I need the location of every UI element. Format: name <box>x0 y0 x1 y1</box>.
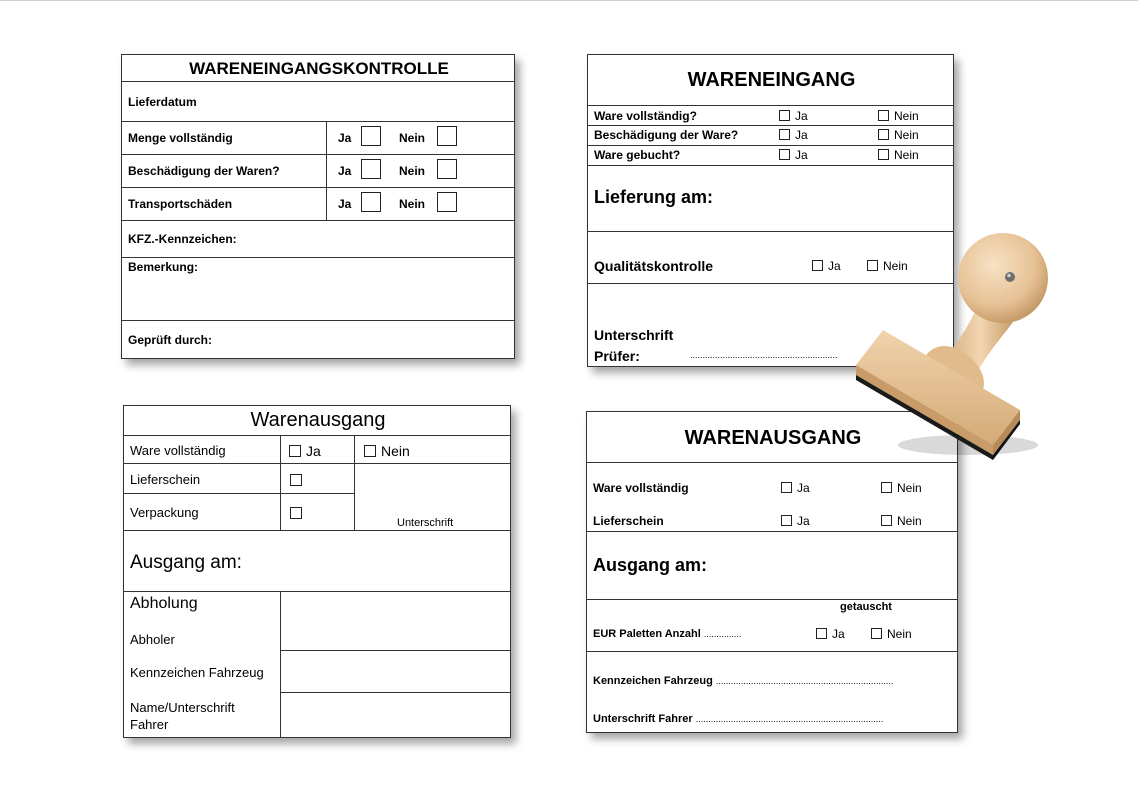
form-title: WARENEINGANG <box>687 69 856 91</box>
menge-label: Menge vollständig <box>128 131 233 145</box>
checkbox-icon <box>871 628 882 639</box>
checkbox-icon <box>816 628 827 639</box>
ware-vollstaendig-label: Ware vollständig? <box>594 109 697 123</box>
unterschrift-label: Unterschrift <box>397 517 454 529</box>
nein-label: Nein <box>399 197 426 211</box>
checkbox-icon <box>781 482 792 493</box>
lieferschein-checkbox[interactable] <box>290 474 302 486</box>
ja-option[interactable]: Ja <box>779 109 808 123</box>
paletten-label: EUR Paletten Anzahl ............... <box>593 628 742 640</box>
ware-gebucht-label: Ware gebucht? <box>594 148 681 162</box>
lieferschein-label: Lieferschein <box>130 472 201 487</box>
ja-option[interactable]: Ja <box>781 514 810 528</box>
rubber-stamp-icon <box>848 230 1048 465</box>
checkbox-icon <box>878 149 889 160</box>
ausgang-label: Ausgang am: <box>130 552 242 573</box>
nein-label: Nein <box>399 164 426 178</box>
checkbox-icon <box>881 515 892 526</box>
menge-nein-checkbox[interactable] <box>437 126 457 146</box>
ware-vollstaendig-label: Ware vollständig <box>593 481 689 495</box>
nein-option[interactable]: Nein <box>871 627 912 641</box>
ausgang-label: Ausgang am: <box>593 555 708 575</box>
form-title: WARENAUSGANG <box>684 427 862 449</box>
checkbox-icon <box>779 129 790 140</box>
checkbox-icon <box>812 260 823 271</box>
ja-label: Ja <box>338 164 352 178</box>
unterschrift-label: Unterschrift <box>594 327 674 343</box>
paletten-dots: ............... <box>703 629 742 639</box>
checkbox-icon <box>779 110 790 121</box>
ja-option[interactable]: Ja <box>289 443 321 459</box>
checkbox-icon <box>364 445 376 457</box>
unterschrift-fahrer-label: Unterschrift Fahrer ........................................................................... <box>593 713 884 725</box>
transport-ja-checkbox[interactable] <box>361 192 381 212</box>
menge-ja-checkbox[interactable] <box>361 126 381 146</box>
form-title: Warenausgang <box>250 409 386 431</box>
beschaedigung-ja-checkbox[interactable] <box>361 159 381 179</box>
signature-line: ........................................................... <box>690 350 838 360</box>
checkbox-icon <box>779 149 790 160</box>
ja-option[interactable]: Ja <box>779 128 808 142</box>
form-title: WARENEINGANGSKONTROLLE <box>189 59 449 78</box>
transport-nein-checkbox[interactable] <box>437 192 457 212</box>
nein-label: Nein <box>399 131 426 145</box>
ware-vollstaendig-label: Ware vollständig <box>130 443 226 458</box>
verpackung-label: Verpackung <box>130 505 199 520</box>
abholer-label: Abholer <box>130 632 175 647</box>
checkbox-icon <box>781 515 792 526</box>
ja-label: Ja <box>338 197 352 211</box>
checkbox-icon <box>878 129 889 140</box>
ja-label: Ja <box>338 131 352 145</box>
kfz-label: KFZ.-Kennzeichen: <box>128 232 237 246</box>
checkbox-icon <box>878 110 889 121</box>
checkbox-icon <box>289 445 301 457</box>
transport-label: Transportschäden <box>128 197 233 211</box>
kennzeichen-dots: ....................................................................... <box>715 676 894 686</box>
bemerkung-label: Bemerkung: <box>128 260 199 274</box>
ja-option[interactable]: Ja <box>816 627 845 641</box>
lieferschein-label: Lieferschein <box>593 514 664 528</box>
beschaedigung-label: Beschädigung der Waren? <box>128 164 280 178</box>
pruefer-label: Prüfer: <box>594 348 640 364</box>
name-unterschrift-label: Name/Unterschrift <box>130 700 235 715</box>
verpackung-checkbox[interactable] <box>290 507 302 519</box>
fahrer-label: Fahrer <box>130 717 169 732</box>
beschaedigung-label: Beschädigung der Ware? <box>594 128 739 142</box>
geprueft-label: Geprüft durch: <box>128 333 212 347</box>
nein-option[interactable]: Nein <box>881 481 922 495</box>
unterschrift-dots: ........................................................................... <box>695 714 884 724</box>
nein-option[interactable]: Nein <box>878 148 919 162</box>
kennzeichen-label: Kennzeichen Fahrzeug <box>130 665 264 680</box>
lieferdatum-label: Lieferdatum <box>128 95 197 109</box>
nein-option[interactable]: Nein <box>878 128 919 142</box>
checkbox-icon <box>881 482 892 493</box>
ja-option[interactable]: Ja <box>781 481 810 495</box>
ja-option[interactable]: Ja <box>812 259 841 273</box>
warenausgang-form <box>123 405 511 738</box>
beschaedigung-nein-checkbox[interactable] <box>437 159 457 179</box>
wareneingangskontrolle-form <box>121 54 515 359</box>
ja-option[interactable]: Ja <box>779 148 808 162</box>
getauscht-label: getauscht <box>840 601 892 613</box>
nein-option[interactable]: Nein <box>867 259 908 273</box>
nein-option[interactable]: Nein <box>878 109 919 123</box>
lieferung-label: Lieferung am: <box>594 187 714 207</box>
nein-option[interactable]: Nein <box>881 514 922 528</box>
nein-option[interactable]: Nein <box>364 443 410 459</box>
kennzeichen-label: Kennzeichen Fahrzeug ....................................................................... <box>593 675 894 687</box>
top-divider <box>0 0 1138 1</box>
abholung-label: Abholung <box>130 595 198 612</box>
qualitaetskontrolle-label: Qualitätskontrolle <box>594 258 714 274</box>
